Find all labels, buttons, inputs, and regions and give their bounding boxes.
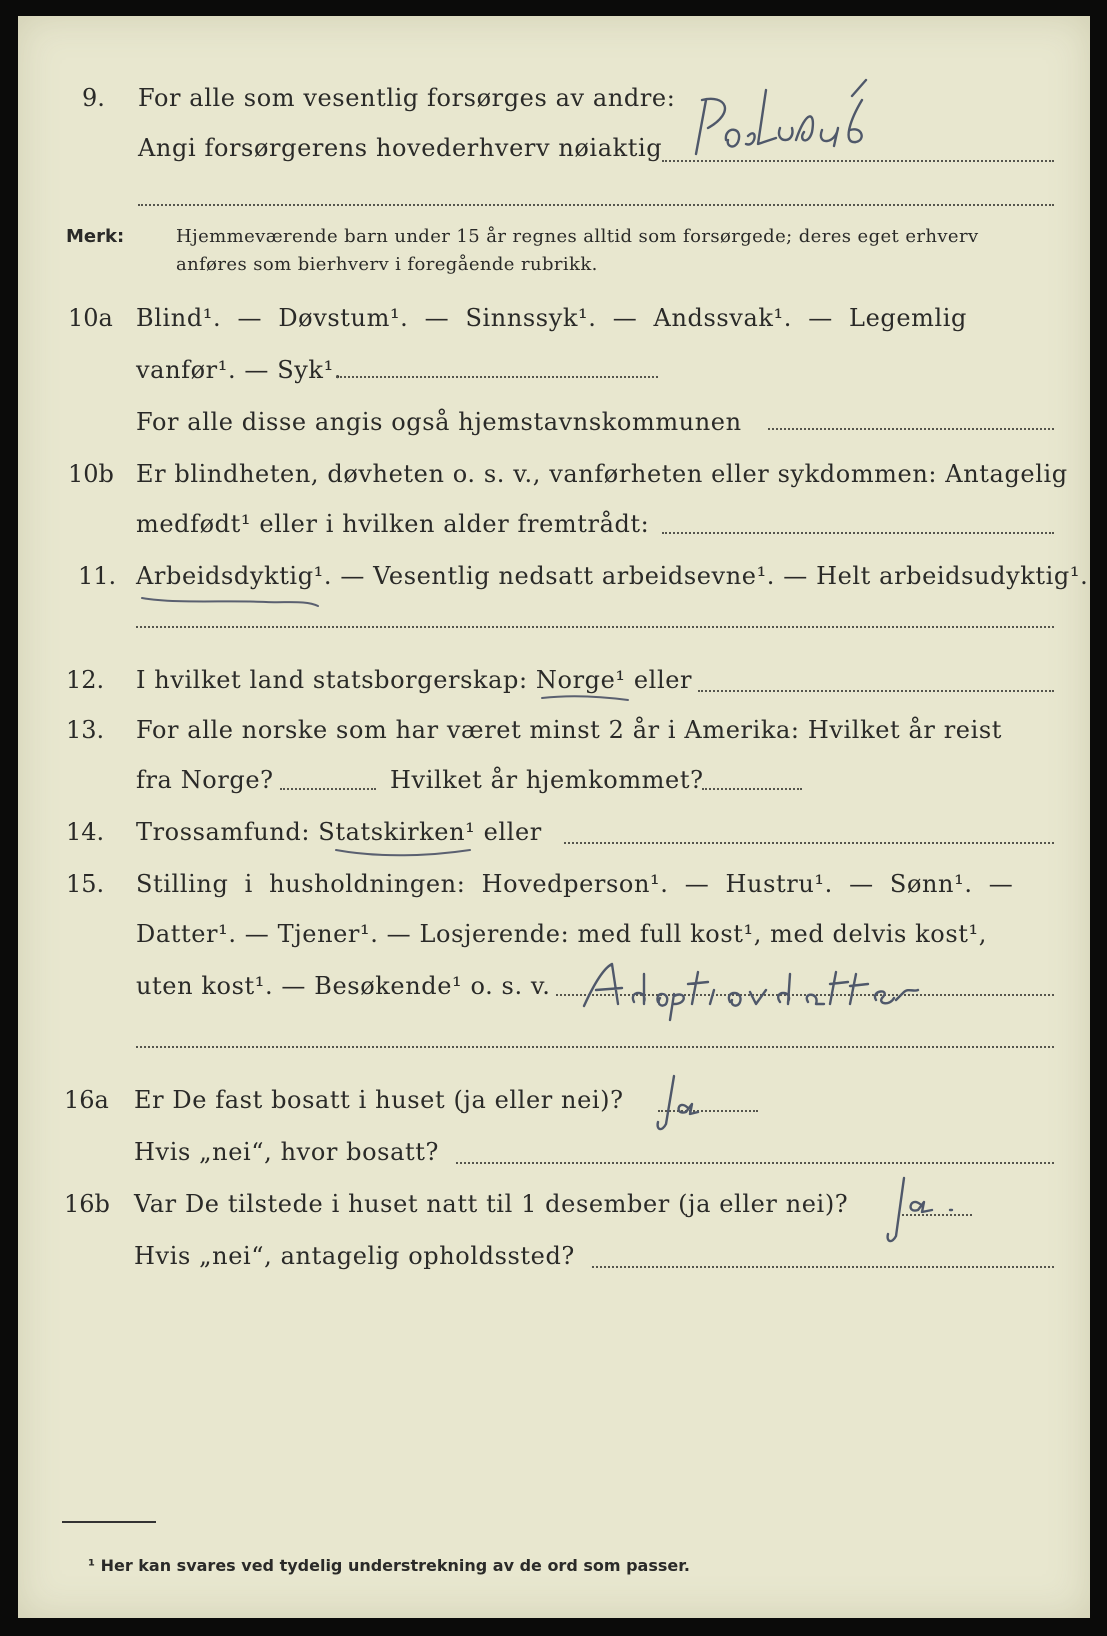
q11-arbeidsdyktig-underline bbox=[136, 588, 336, 610]
q10b-line2: medfødt¹ eller i hvilken alder fremtrådt: bbox=[136, 510, 650, 538]
q10a-line3: For alle disse angis også hjemstavnskommunen bbox=[136, 408, 742, 436]
q9-number: 9. bbox=[82, 84, 105, 112]
q10a-hometown-answer-line bbox=[768, 428, 1054, 430]
q13-line2a: fra Norge? bbox=[136, 766, 274, 794]
q14-statskirken-underline bbox=[330, 842, 490, 864]
q16a-line1: Er De fast bosatt i huset (ja eller nei)? bbox=[134, 1086, 624, 1114]
q10a-number: 10a bbox=[68, 304, 113, 332]
footnote: ¹ Her kan svares ved tydelig understrekning av de ord som passer. bbox=[88, 1556, 690, 1575]
q16b-opholdssted-answer-line bbox=[592, 1266, 1054, 1268]
q12-answer-line bbox=[698, 690, 1054, 692]
q14-number: 14. bbox=[66, 818, 105, 846]
q13-number: 13. bbox=[66, 716, 105, 744]
q13-reist-answer-line bbox=[280, 788, 376, 790]
q15-extra-line bbox=[136, 1046, 1054, 1048]
q9-line1: For alle som vesentlig forsørges av andre: bbox=[138, 84, 676, 112]
q11-number: 11. bbox=[78, 562, 117, 590]
q13-hjemkommet-answer-line bbox=[702, 788, 802, 790]
q9-handwritten-answer bbox=[666, 70, 946, 170]
q15-line1: Stilling i husholdningen: Hovedperson¹. — Hustru¹. — Sønn¹. — bbox=[136, 870, 1014, 898]
census-form-page bbox=[18, 16, 1090, 1618]
q10b-number: 10b bbox=[68, 460, 114, 488]
q11-extra-line bbox=[136, 626, 1054, 628]
q14-line1: Trossamfund: Statskirken¹ eller bbox=[136, 818, 542, 846]
q9-extra-line bbox=[138, 204, 1054, 206]
footnote-rule bbox=[62, 1521, 156, 1523]
q12-number: 12. bbox=[66, 666, 105, 694]
q10a-line1: Blind¹. — Døvstum¹. — Sinnssyk¹. — Andssvak¹. — Legemlig bbox=[136, 304, 968, 332]
q12-line1: I hvilket land statsborgerskap: Norge¹ eller bbox=[136, 666, 693, 694]
q10b-answer-line bbox=[662, 532, 1054, 534]
q15-line3: uten kost¹. — Besøkende¹ o. s. v. bbox=[136, 972, 551, 1000]
q10a-line2: vanfør¹. — Syk¹. bbox=[136, 356, 343, 384]
q16b-line1: Var De tilstede i huset natt til 1 desember (ja eller nei)? bbox=[134, 1190, 849, 1218]
q12-norge-underline bbox=[538, 690, 638, 708]
q15-line2: Datter¹. — Tjener¹. — Losjerende: med full kost¹, med delvis kost¹, bbox=[136, 920, 987, 948]
q15-handwritten-answer bbox=[574, 954, 964, 1024]
q11-line1: Arbeidsdyktig¹. — Vesentlig nedsatt arbeidsevne¹. — Helt arbeidsudyktig¹. bbox=[136, 562, 1089, 590]
q15-number: 15. bbox=[66, 870, 105, 898]
merk-label: Merk: bbox=[66, 226, 125, 247]
merk-line1: Hjemmeværende barn under 15 år regnes alltid som forsørgede; deres eget erhverv bbox=[176, 226, 979, 247]
q9-line2: Angi forsørgerens hovederhverv nøiaktig bbox=[138, 134, 663, 162]
q16a-handwritten-answer bbox=[648, 1068, 728, 1138]
q10b-line1: Er blindheten, døvheten o. s. v., vanførheten eller sykdommen: Antagelig bbox=[136, 460, 1068, 488]
q16b-line2: Hvis „nei“, antagelig opholdssted? bbox=[134, 1242, 575, 1270]
q16b-answer-line bbox=[902, 1214, 972, 1216]
q16b-number: 16b bbox=[64, 1190, 110, 1218]
q10a-syk-answer-line bbox=[336, 376, 658, 378]
q16a-line2: Hvis „nei“, hvor bosatt? bbox=[134, 1138, 439, 1166]
merk-line2: anføres som bierhverv i foregående rubrikk. bbox=[176, 254, 598, 275]
q13-line2b: Hvilket år hjemkommet? bbox=[390, 766, 704, 794]
q16b-handwritten-answer bbox=[880, 1170, 970, 1250]
q13-line1: For alle norske som har været minst 2 år i Amerika: Hvilket år reist bbox=[136, 716, 1003, 744]
q16a-number: 16a bbox=[64, 1086, 109, 1114]
q16a-bosatt-answer-line bbox=[456, 1162, 1054, 1164]
q14-answer-line bbox=[564, 842, 1054, 844]
